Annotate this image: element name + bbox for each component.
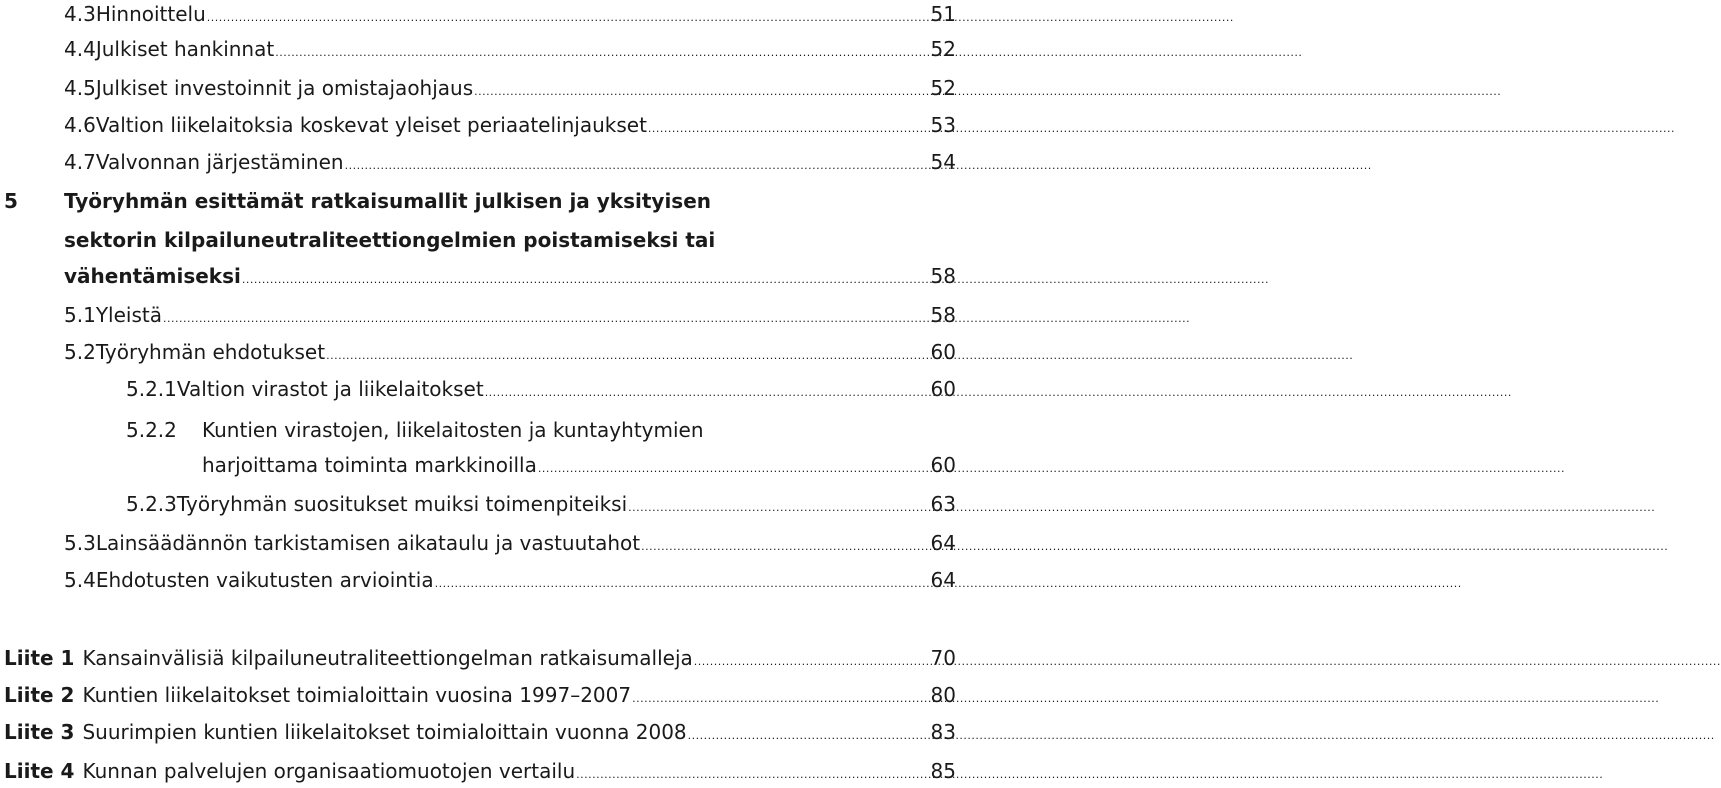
leader-dots [242,268,1269,292]
leader-dots [485,381,1512,405]
toc-title: harjoittama toiminta markkinoilla [202,453,537,477]
toc-title: Ehdotusten vaikutusten arviointia [95,568,434,592]
toc-title: Kuntien virastojen, liikelaitosten ja kuntayhtymien [202,418,704,442]
toc-page: 58 [930,303,956,327]
chapter-title-line1[interactable]: Työryhmän esittämät ratkaisumallit julkisen ja yksityisen [64,189,712,213]
toc-number: 5.1 [64,303,96,327]
toc-page: 53 [930,113,956,137]
toc-appendix-1[interactable] [4,646,896,674]
appendix-label: Liite 3 [4,720,75,744]
toc-entry-4-4[interactable] [64,37,896,65]
toc-title: Valvonnan järjestäminen [95,150,344,174]
toc-entry-5-2-2-cont[interactable] [202,453,896,481]
toc-number: 4.7 [64,150,96,174]
toc-entry-5-2-1[interactable] [126,377,896,405]
leader-dots [648,117,1675,141]
toc-title: Suurimpien kuntien liikelaitokset toimialoittain vuonna 2008 [82,720,687,744]
leader-dots [326,344,1353,368]
toc-number: 5.3 [64,531,96,555]
toc-appendix-2[interactable] [4,683,896,711]
toc-title: Yleistä [95,303,162,327]
toc-number: 4.5 [64,76,96,100]
toc-number: 5.2.2 [126,418,177,442]
toc-page: 60 [930,340,956,364]
toc-title: Julkiset investoinnit ja omistajaohjaus [95,76,474,100]
toc-title: Työryhmän suositukset muiksi toimenpiteiksi [176,492,628,516]
toc-page: 54 [930,150,956,174]
toc-title: Kunnan palvelujen organisaatiomuotojen vertailu [82,759,576,783]
toc-page: 52 [930,76,956,100]
toc-number: 5.2 [64,340,96,364]
toc-page: 60 [930,453,956,477]
toc-entry-5-2-2[interactable] [126,418,704,442]
toc-appendix-4[interactable] [4,759,896,787]
leader-dots [688,724,1715,748]
toc-title: Hinnoittelu [95,2,206,26]
toc-number: 5.4 [64,568,96,592]
toc-entry-4-3[interactable] [64,2,896,30]
toc-entry-5-2[interactable] [64,340,896,368]
leader-dots [628,496,1655,520]
toc-page: 64 [930,531,956,555]
toc-entry-5-4[interactable] [64,568,896,596]
toc-page: 52 [930,37,956,61]
toc-title: Valtion liikelaitoksia koskevat yleiset periaatelinjaukset [95,113,647,137]
leader-dots [641,535,1668,559]
toc-title: vähentämiseksi [64,264,241,288]
toc-page: 51 [930,2,956,26]
leader-dots [576,763,1603,787]
toc-number: 4.4 [64,37,96,61]
chapter-title-line3[interactable] [64,264,896,292]
toc-page: 85 [930,759,956,783]
toc-page: 58 [930,264,956,288]
appendix-label: Liite 1 [4,646,75,670]
toc-page: 70 [930,646,956,670]
toc-entry-5-1[interactable] [64,303,896,331]
leader-dots [275,41,1302,65]
toc-title: Julkiset hankinnat [95,37,275,61]
toc-page: 64 [930,568,956,592]
toc-page: 60 [930,377,956,401]
leader-dots [632,687,1659,711]
toc-title: Kansainvälisiä kilpailuneutraliteettiongelman ratkaisumalleja [82,646,693,670]
toc-entry-5-2-3[interactable] [126,492,896,520]
toc-number: 4.3 [64,2,96,26]
toc-entry-4-5[interactable] [64,76,896,104]
toc-page: 83 [930,720,956,744]
toc-title: Lainsäädännön tarkistamisen aikataulu ja vastuutahot [95,531,641,555]
toc-page: 80 [930,683,956,707]
leader-dots [694,650,1721,674]
chapter-number: 5 [4,189,18,213]
chapter-title-line2[interactable]: sektorin kilpailuneutraliteettiongelmien poistamiseksi tai [64,228,716,252]
toc-number: 5.2.3 [126,492,177,516]
toc-number: 4.6 [64,113,96,137]
toc-number: 5.2.1 [126,377,177,401]
toc-appendix-3[interactable] [4,720,896,748]
toc-entry-5-3[interactable] [64,531,896,559]
leader-dots [207,6,1234,30]
appendix-label: Liite 4 [4,759,75,783]
toc-page: 63 [930,492,956,516]
toc-title: Kuntien liikelaitokset toimialoittain vuosina 1997–2007 [82,683,632,707]
leader-dots [345,154,1372,178]
toc-title: Valtion virastot ja liikelaitokset [176,377,484,401]
appendix-label: Liite 2 [4,683,75,707]
leader-dots [474,80,1501,104]
toc-entry-4-6[interactable] [64,113,896,141]
toc-entry-4-7[interactable] [64,150,896,178]
leader-dots [163,307,1190,331]
leader-dots [538,457,1565,481]
toc-title: Työryhmän ehdotukset [95,340,326,364]
